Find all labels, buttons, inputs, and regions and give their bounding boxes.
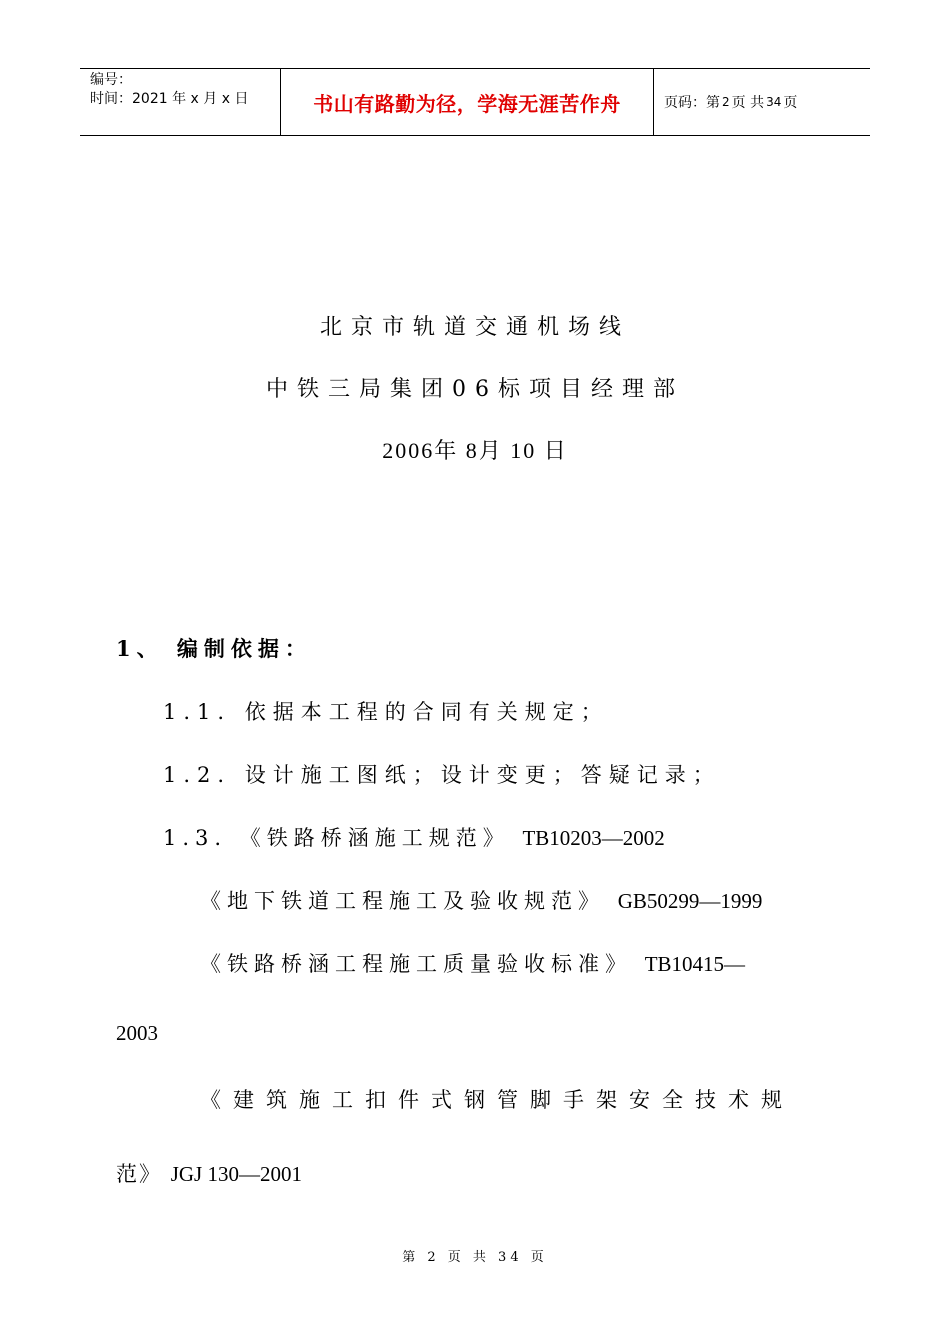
header-motto: 书山有路勤为径，学海无涯苦作舟 [281,69,654,135]
list-item: 1.2. 设计施工图纸；设计变更；答疑记录； [163,763,721,787]
title-line-1: 北京市轨道交通机场线 [319,315,630,340]
page-suffix: 页 [783,95,798,111]
title-line-2: 中铁三局集团06标项目经理部 [266,377,684,402]
header-page-info [654,69,870,135]
list-item [200,948,745,978]
spec-name: 1.3. 《铁路桥涵施工规范》 [163,826,510,850]
title-date: 2006年 8月 10 日 [382,438,568,463]
serial-label: 编号： [90,72,132,88]
page-header [80,68,870,136]
spec-name: 《铁路桥涵工程施工质量验收标准》 [200,952,632,976]
spec-code: JGJ 130—2001 [170,1162,302,1186]
section-heading: 1、 编制依据： [116,636,312,661]
page-prefix: 页码：第 [664,95,720,111]
page-footer: 第 2 页 共 34 页 [402,1250,548,1265]
list-item [163,822,665,852]
header-meta [80,69,281,135]
list-item: 《建筑施工扣件式钢管脚手架安全技术规 [200,1088,794,1112]
spec-name: 《地下铁道工程施工及验收规范》 [200,889,605,913]
spec-name-continued: 范》 [116,1162,162,1186]
list-item [200,885,762,915]
page-total: 34 [766,95,782,109]
list-item: 1.1. 依据本工程的合同有关规定； [163,700,609,724]
spec-code: GB50299—1999 [617,889,763,913]
spec-code: TB10203—2002 [522,826,665,850]
spec-code: TB10415— [644,952,746,976]
page-mid: 页 共 [731,95,765,111]
page-number: 2 [722,95,730,109]
time-label: 时间：2021 年 x 月 x 日 [90,91,249,107]
spec-code-continued: 2003 [116,1021,158,1045]
list-item-continued [116,1158,302,1188]
